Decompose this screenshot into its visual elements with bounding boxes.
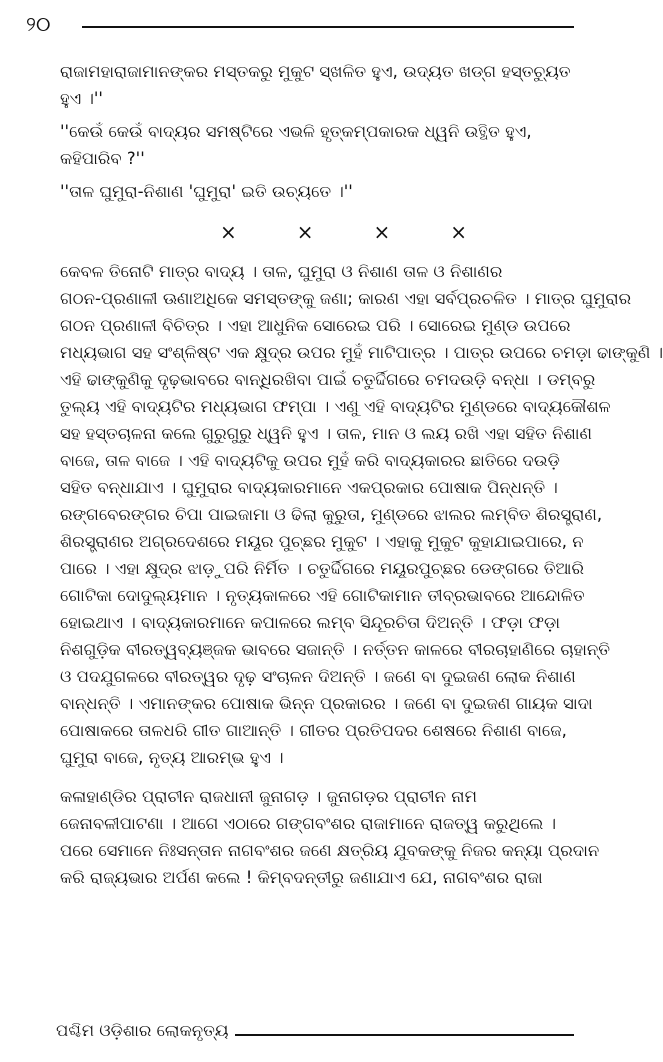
text-line: ନିଶଗୁଡ଼ିକ ବୀରତ୍ୱବ୍ୟଞ୍ଜକ ଭାବରେ ସଜାନ୍ତି । ନର୍ତ୍ତନ କାଳରେ ବୀରଚାହାଣିରେ ଚାହାନ୍ତି bbox=[60, 640, 610, 659]
text-line: କେବଳ ତିନୋଟି ମାତ୍ର ବାଦ୍ୟ । ତାଳ, ଘୁମୁରା ଓ ନିଶାଣ ତାଳ ଓ ନିଶାଣର bbox=[60, 262, 503, 281]
separator-mark: × bbox=[220, 220, 237, 244]
text-line: ତୁଲ୍ୟ ଏହି ବାଦ୍ୟଟିର ମଧ୍ୟଭାଗ ଫମ୍ପା । ଏଣୁ ଏହି ବାଦ୍ୟଟିର ମୁଣ୍ଡରେ ବାଦ୍ୟକୌଶଳ bbox=[60, 397, 611, 416]
page-number: ୨୦ bbox=[26, 12, 51, 36]
running-title: ପଶ୍ଚିମ ଓଡ଼ିଶାର ଲୋକନୃତ୍ୟ bbox=[56, 1018, 235, 1044]
quote-line: ''କେଉଁ କେଉଁ ବାଦ୍ୟର ସମଷ୍ଟିରେ ଏଭଳି ହୃତ୍କମ୍ପକାରକ ଧ୍ୱନି ଉତ୍ଥିତ ହୁଏ, bbox=[60, 122, 532, 141]
separator-mark: × bbox=[450, 220, 468, 244]
page-footer bbox=[26, 1018, 574, 1048]
text-line: କରି ରାଜ୍ୟଭାର ଅର୍ପଣ କଲେ ! କିମ୍ବଦନ୍ତୀରୁ ଜଣାଯାଏ ଯେ, ନାଗବଂଶର ରାଜା bbox=[60, 868, 543, 887]
quote-block bbox=[60, 178, 578, 205]
text-line: ପାରେ । ଏହା କ୍ଷୁଦ୍ର ଝାଡ଼ୁପରି ନିର୍ମିତ । ଚତୁର୍ଦ୍ଦିଗରେ ମୟୂରପୁଚ୍ଛର ଡେଙ୍ଗରେ ତିଆରି bbox=[60, 559, 584, 578]
text-line: ଏହି ଢାଙ୍କୁଣିକୁ ଦୃଢ଼ଭାବରେ ବାନ୍ଧିରଖିବା ପାଇଁ ଚତୁର୍ଦ୍ଦିଗରେ ଚମଦଉଡ଼ି ବନ୍ଧା । ଡମ୍ବରୁ bbox=[60, 370, 596, 389]
page-content bbox=[60, 58, 663, 891]
header-rule bbox=[82, 26, 574, 28]
page-header bbox=[26, 10, 574, 40]
quote-line: ରାଜାମହାରାଜାମାନଙ୍କର ମସ୍ତକରୁ ମୁକୁଟ ସ୍ଖଳିତ ହୁଏ, ଉଦ୍ୟତ ଖଡ୍ଗ ହସ୍ତଚ୍ୟୁତ bbox=[60, 62, 571, 81]
text-line: ପୋଷାକରେ ତାଳଧରି ଗୀତ ଗାଆନ୍ତି । ଗୀତର ପ୍ରତିପଦର ଶେଷରେ ନିଶାଣ ବାଜେ, bbox=[60, 721, 567, 740]
separator-mark: × bbox=[296, 220, 314, 244]
footer-rule bbox=[216, 1034, 574, 1036]
text-line: ସହିତ ବନ୍ଧାଯାଏ । ଘୁମୁରାର ବାଦ୍ୟକାରମାନେ ଏକପ୍ରକାର ପୋଷାକ ପିନ୍ଧନ୍ତି । bbox=[60, 478, 558, 497]
text-line: ଗୋଟିକା ଦୋଦୁଲ୍ୟମାନ । ନୃତ୍ୟକାଳରେ ଏହି ଗୋଟିକାମାନ ତୀବ୍ରଭାବରେ ଆନ୍ଦୋଳିତ bbox=[60, 586, 585, 605]
text-line: ଘୁମୁରା ବାଜେ, ନୃତ୍ୟ ଆରମ୍ଭ ହୁଏ । bbox=[60, 748, 284, 767]
paragraph-gap bbox=[60, 771, 578, 783]
separator-mark: × bbox=[373, 220, 391, 244]
text-line: ରଙ୍ଗବେରଙ୍ଗର ଚିପା ପାଇଜାମା ଓ ଢିଲା କୁରୁତା, ମୁଣ୍ଡରେ ଝାଲର ଲମ୍ବିତ ଶିରସ୍ତ୍ରାଣ, bbox=[60, 505, 603, 524]
text-line: ପରେ ସେମାନେ ନିଃସନ୍ତାନ ନାଗବଂଶର ଜଣେ କ୍ଷତ୍ରିୟ ଯୁବକଙ୍କୁ ନିଜର କନ୍ୟା ପ୍ରଦାନ bbox=[60, 841, 600, 860]
text-line: ଓ ପଦଯୁଗଳରେ ବୀରତ୍ୱର ଦୃଢ଼ ସଂଚାଳନ ଦିଅନ୍ତି । ଜଣେ ବା ଦୁଇଜଣ ଲୋକ ନିଶାଣ bbox=[60, 667, 576, 686]
quote-line: ''ତାଳ ଘୁମୁରା-ନିଶାଣ 'ଘୁମୁରା' ଇତି ଉଚ୍ୟତେ ।'' bbox=[60, 182, 353, 201]
text-line: ମଧ୍ୟଭାଗ ସହ ସଂଶ୍ଳିଷ୍ଟ ଏକ କ୍ଷୁଦ୍ର ଉପର ମୁହଁ ମାଟିପାତ୍ର । ପାତ୍ର ଉପରେ ଚମଡ଼ା ଢାଙ୍କୁଣି । bbox=[60, 343, 663, 362]
text-line: ବାନ୍ଧନ୍ତି । ଏମାନଙ୍କର ପୋଷାକ ଭିନ୍ନ ପ୍ରକାରର । ଜଣେ ବା ଦୁଇଜଣ ଗାୟକ ସାଦା bbox=[60, 694, 593, 713]
text-line: ଗଠନ-ପ୍ରଣାଳୀ ଊଣାଅଧିକେ ସମସ୍ତଙ୍କୁ ଜଣା; କାରଣ ଏହା ସର୍ବପ୍ରଚଳିତ । ମାତ୍ର ଘୁମୁରାର bbox=[60, 289, 632, 308]
quote-line: କହିପାରିବ ?'' bbox=[60, 149, 145, 168]
text-line: ବାଜେ, ତାଳ ବାଜେ । ଏହି ବାଦ୍ୟଟିକୁ ଉପର ମୁହଁ କରି ବାଦ୍ୟକାରର ଛାତିରେ ଦଉଡ଼ି bbox=[60, 451, 560, 470]
quote-block bbox=[60, 58, 578, 112]
body-paragraph bbox=[60, 258, 663, 771]
quote-line: ହୁଏ ।'' bbox=[60, 89, 103, 108]
text-line: କଳାହାଣ୍ଡିର ପ୍ରାଚୀନ ରାଜଧାନୀ ଜୁନାଗଡ଼ । ଜୁନାଗଡ଼ର ପ୍ରାଚୀନ ନାମ bbox=[60, 787, 477, 806]
text-line: ହୋଇଥାଏ । ବାଦ୍ୟକାରମାନେ କପାଳରେ ଲମ୍ବ ସିନ୍ଦୂରଚିତା ଦିଅନ୍ତି । ଫଡ଼ା ଫଡ଼ା bbox=[60, 613, 560, 632]
text-line: ଶିରସ୍ତ୍ରାଣର ଅଗ୍ରଦେଶରେ ମୟୂର ପୁଚ୍ଛର ମୁକୁଟ । ଏହାକୁ ମୁକୁଟ କୁହାଯାଇପାରେ, ନ bbox=[60, 532, 584, 551]
body-paragraph bbox=[60, 783, 600, 891]
text-line: ଗଠନ ପ୍ରଣାଳୀ ବିଚିତ୍ର । ଏହା ଆଧୁନିକ ସୋରେଇ ପରି । ସୋରେଇ ମୁଣ୍ଡ ଉପରେ bbox=[60, 316, 571, 335]
text-line: ସହ ହସ୍ତଚାଳନା କଲେ ଗୁରୁଗୁରୁ ଧ୍ୱନି ହୁଏ । ତାଳ, ମାନ ଓ ଲୟ ରଖି ଏହା ସହିତ ନିଶାଣ bbox=[60, 424, 593, 443]
quote-block bbox=[60, 118, 578, 172]
section-separator bbox=[220, 219, 578, 246]
text-line: ଜେନାବଳୀପାଟଣା । ଆଗେ ଏଠାରେ ଗଙ୍ଗବଂଶର ରାଜାମାନେ ରାଜତ୍ୱ କରୁଥିଲେ । bbox=[60, 814, 557, 833]
